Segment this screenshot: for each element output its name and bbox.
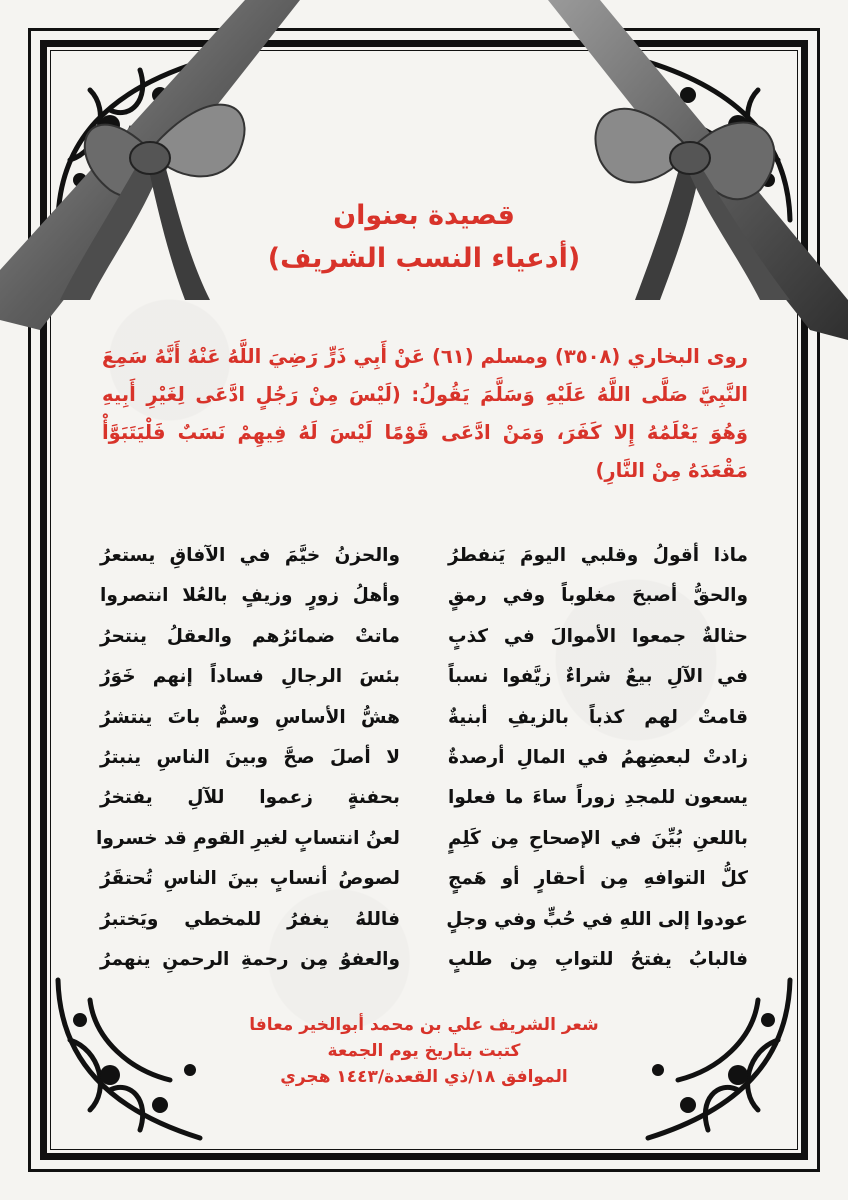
poem-title bbox=[150, 196, 698, 282]
verse-first-hemistich: عودوا إلى اللهِ في حُبٍّ وفي وجلٍ bbox=[446, 908, 748, 930]
attribution-author: شعر الشريف علي بن محمد أبوالخير معافا bbox=[249, 1015, 599, 1035]
title-line-1: قصيدة بعنوان bbox=[333, 200, 515, 231]
poem-verse-row bbox=[100, 576, 748, 616]
poem-verse-row bbox=[100, 657, 748, 697]
verse-first-hemistich: والحقُّ أصبحَ مغلوباً وفي رمقٍ bbox=[448, 585, 748, 607]
poem-verse-row bbox=[100, 738, 748, 778]
poem-verse-row bbox=[100, 940, 748, 980]
verse-second-hemistich: فاللهُ يغفرُ للمخطي ويَختبرُ bbox=[100, 908, 400, 930]
poem-verse-row bbox=[100, 536, 748, 576]
poem-verse-row bbox=[100, 698, 748, 738]
verse-first-hemistich: قامتْ لهم كذباً بالزيفِ أبنيةٌ bbox=[448, 706, 748, 728]
verse-first-hemistich: حثالةٌ جمعوا الأموالَ في كذبٍ bbox=[448, 625, 748, 647]
poem-verse-row bbox=[96, 819, 748, 859]
verse-first-hemistich: ماذا أقولُ وقلبي اليومَ يَنفطرُ bbox=[448, 545, 748, 566]
verse-second-hemistich: والحزنُ خيَّمَ في الآفاقِ يستعرُ bbox=[100, 545, 400, 566]
verse-second-hemistich: لعنُ انتسابٍ لغيرِ القومِ قد خسروا bbox=[96, 827, 400, 849]
verse-first-hemistich: فالبابُ يفتحُ للتوابِ مِن طلبٍ bbox=[448, 948, 748, 970]
verse-first-hemistich: كلُّ التوافهِ مِن أحقارٍ أو هَمجٍ bbox=[448, 868, 748, 890]
verse-second-hemistich: لصوصُ أنسابٍ بينَ الناسِ تُحتقَرُ bbox=[100, 868, 400, 890]
verse-first-hemistich: باللعنِ بُيِّنَ في الإصحاحِ مِن كَلِمٍ bbox=[448, 827, 748, 849]
verse-first-hemistich: يسعون للمجدِ زوراً ساءَ ما فعلوا bbox=[448, 787, 748, 809]
title-line-2: (أدعياء النسب الشريف) bbox=[267, 243, 581, 274]
verse-second-hemistich: لا أصلَ صحَّ وبينَ الناسِ ينبترُ bbox=[100, 746, 400, 768]
poem-verse-row bbox=[100, 778, 748, 818]
poem-verse-row bbox=[100, 617, 748, 657]
verse-first-hemistich: زادتْ لبعضِهمُ في المالِ أرصدةٌ bbox=[448, 746, 748, 768]
verse-second-hemistich: ماتتْ ضمائرُهم والعقلُ ينتحرُ bbox=[100, 625, 400, 647]
poem-verse-row bbox=[100, 859, 748, 899]
attribution-date: الموافق ١٨/ذي القعدة/١٤٤٣ هجري bbox=[280, 1067, 568, 1087]
poem-attribution bbox=[200, 1012, 648, 1090]
mourning-ribbon-icon bbox=[0, 0, 848, 340]
hadith-quote: روى البخاري (٣٥٠٨) ومسلم (٦١) عَنْ أَبِي ذَرٍّ رَضِيَ اللَّهُ عَنْهُ أَنَّهُ سَمِعَ النَّبِيَّ صَلَّى اللَّهُ عَلَيْهِ وَسَلَّمَ يَقُولُ: (لَيْسَ مِنْ رَجُلٍ ادَّعَى لِغَيْرِ أَبِيهِ وَهُوَ يَعْلَمُهُ إِلا كَفَرَ، وَمَنْ ادَّعَى قَوْمًا لَيْسَ لَهُ فِيهِمْ نَسَبٌ فَلْيَتَبَوَّأْ مَقْعَدَهُ مِنْ النَّارِ) bbox=[102, 345, 748, 482]
verse-first-hemistich: في الآلِ بيعٌ شراءٌ زيَّفوا نسباً bbox=[448, 666, 748, 688]
verse-second-hemistich: وأهلُ زورٍ وزيفٍ بالعُلا انتصروا bbox=[100, 585, 400, 607]
poem-verses bbox=[96, 536, 748, 980]
verse-second-hemistich: والعفوُ مِن رحمةِ الرحمنِ ينهمرُ bbox=[100, 948, 400, 970]
poem-verse-row bbox=[100, 900, 748, 940]
attribution-written-day: كتبت بتاريخ يوم الجمعة bbox=[327, 1041, 521, 1061]
verse-second-hemistich: بحفنةٍ زعموا للآلِ يفتخرُ bbox=[100, 787, 400, 809]
verse-second-hemistich: هشُّ الأساسِ وسمٌّ باتَ ينتشرُ bbox=[100, 706, 400, 728]
verse-second-hemistich: بئسَ الرجالِ فساداً إنهم خَوَرُ bbox=[100, 666, 400, 688]
